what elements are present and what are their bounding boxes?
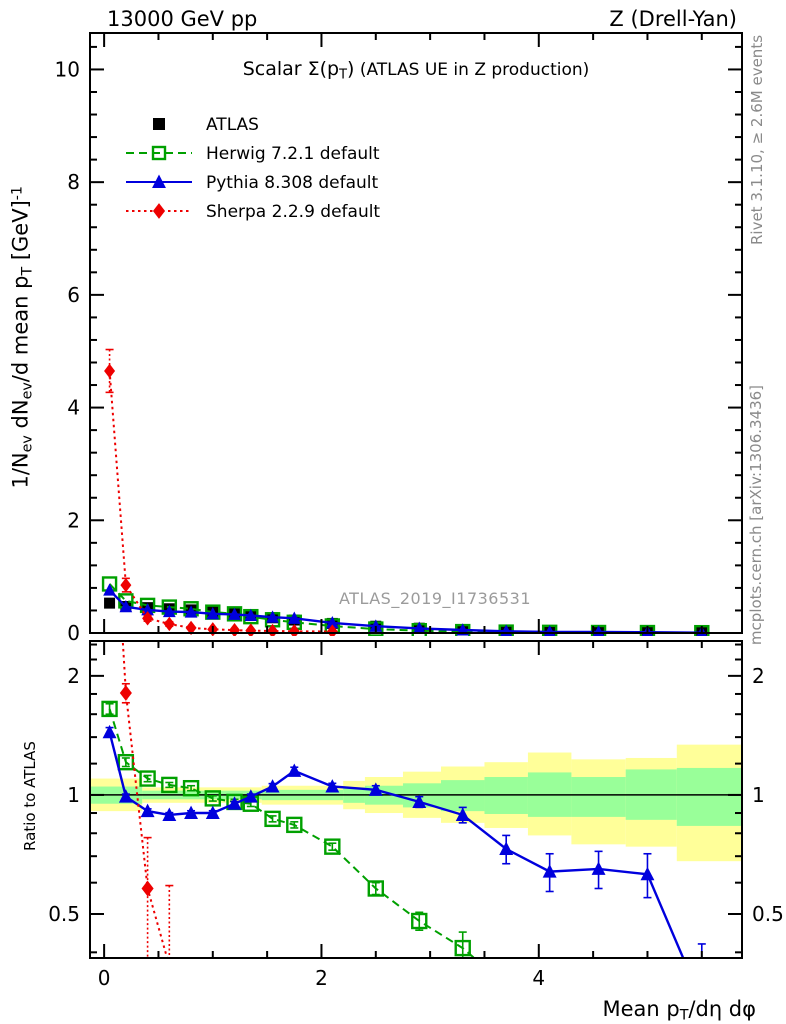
main-y-tick-label: 0 [67, 621, 80, 645]
triangle-marker [499, 842, 513, 855]
title-close: ) [347, 58, 355, 80]
herwig-ratio-series [103, 702, 514, 992]
square-marker [153, 118, 165, 130]
diamond-marker [289, 624, 300, 638]
legend-item-sherpa [126, 202, 380, 222]
x-axis-label: Mean $p_T/d\eta$ dφ [602, 997, 756, 1024]
ratio-y-tick-label-right: 1 [752, 782, 765, 807]
process-label: Z (Drell-Yan) [609, 7, 737, 31]
ratio-y-tick-label-right: 0.5 [752, 901, 784, 926]
legend-item-atlas [153, 115, 259, 135]
axis-tick-labels [48, 57, 784, 990]
mcplots-attribution-note: mcplots.cern.ch [arXiv:1306.3436] [747, 384, 765, 646]
ratio-y-tick-label-left: 1 [67, 782, 80, 807]
main-y-tick-label: 2 [67, 508, 80, 533]
x-tick-label: 2 [315, 966, 328, 990]
diamond-marker [163, 958, 175, 974]
legend [126, 115, 380, 222]
ratio-y-tick-label-left: 0.5 [48, 901, 80, 926]
beam-energy-label: 13000 GeV pp [107, 7, 258, 31]
ratio-y-tick-label-left: 2 [67, 663, 80, 688]
legend-label: Herwig 7.2.1 default [206, 144, 380, 164]
main-y-tick-label: 8 [67, 170, 80, 195]
triangle-marker [141, 804, 155, 817]
inner-band-segment [571, 777, 625, 817]
diamond-marker [164, 617, 175, 631]
ratio-y-axis-label: Ratio to ATLAS [21, 741, 39, 851]
main-y-tick-label: 10 [54, 57, 80, 82]
diamond-marker [104, 364, 115, 378]
main-y-tick-label: 4 [67, 395, 80, 420]
diamond-marker [245, 623, 256, 637]
analysis-watermark: ATLAS_2019_I1736531 [338, 589, 532, 608]
ratio-panel-curves [103, 410, 709, 1024]
legend-label: Sherpa 2.2.9 default [206, 202, 381, 222]
herwig-ratio-curve [110, 709, 507, 986]
title-subscript: T [339, 67, 347, 83]
legend-label: ATLAS [206, 115, 259, 135]
diamond-marker [142, 881, 154, 897]
legend-item-pythia [126, 173, 379, 193]
title-detail: (ATLAS UE in Z production) [354, 60, 590, 80]
open-square-marker [499, 978, 513, 992]
rivet-version-note: Rivet 3.1.10, ≥ 2.6M events [748, 34, 766, 246]
sherpa-ratio-curve [110, 421, 192, 1024]
triangle-marker [287, 763, 301, 776]
main-y-tick-label: 6 [67, 282, 80, 307]
diamond-marker [120, 685, 132, 701]
main-panel-frame [90, 33, 742, 633]
plot-title [90, 58, 742, 82]
legend-item-herwig [126, 144, 380, 164]
inner-band-segment [677, 768, 742, 826]
x-tick-label: 0 [97, 966, 111, 990]
legend-label: Pythia 8.308 default [206, 173, 379, 193]
x-tick-label: 4 [532, 966, 546, 990]
diamond-marker [153, 203, 165, 219]
ratio-y-tick-label-right: 2 [752, 663, 765, 688]
title-main: Scalar Σ(p [242, 58, 340, 80]
diamond-marker [229, 623, 240, 637]
main-y-axis-label: $1/N_{ev}$ $dN_{ev}/d$ mean $p_T$ [GeV]$^{-1}$ [8, 185, 36, 489]
